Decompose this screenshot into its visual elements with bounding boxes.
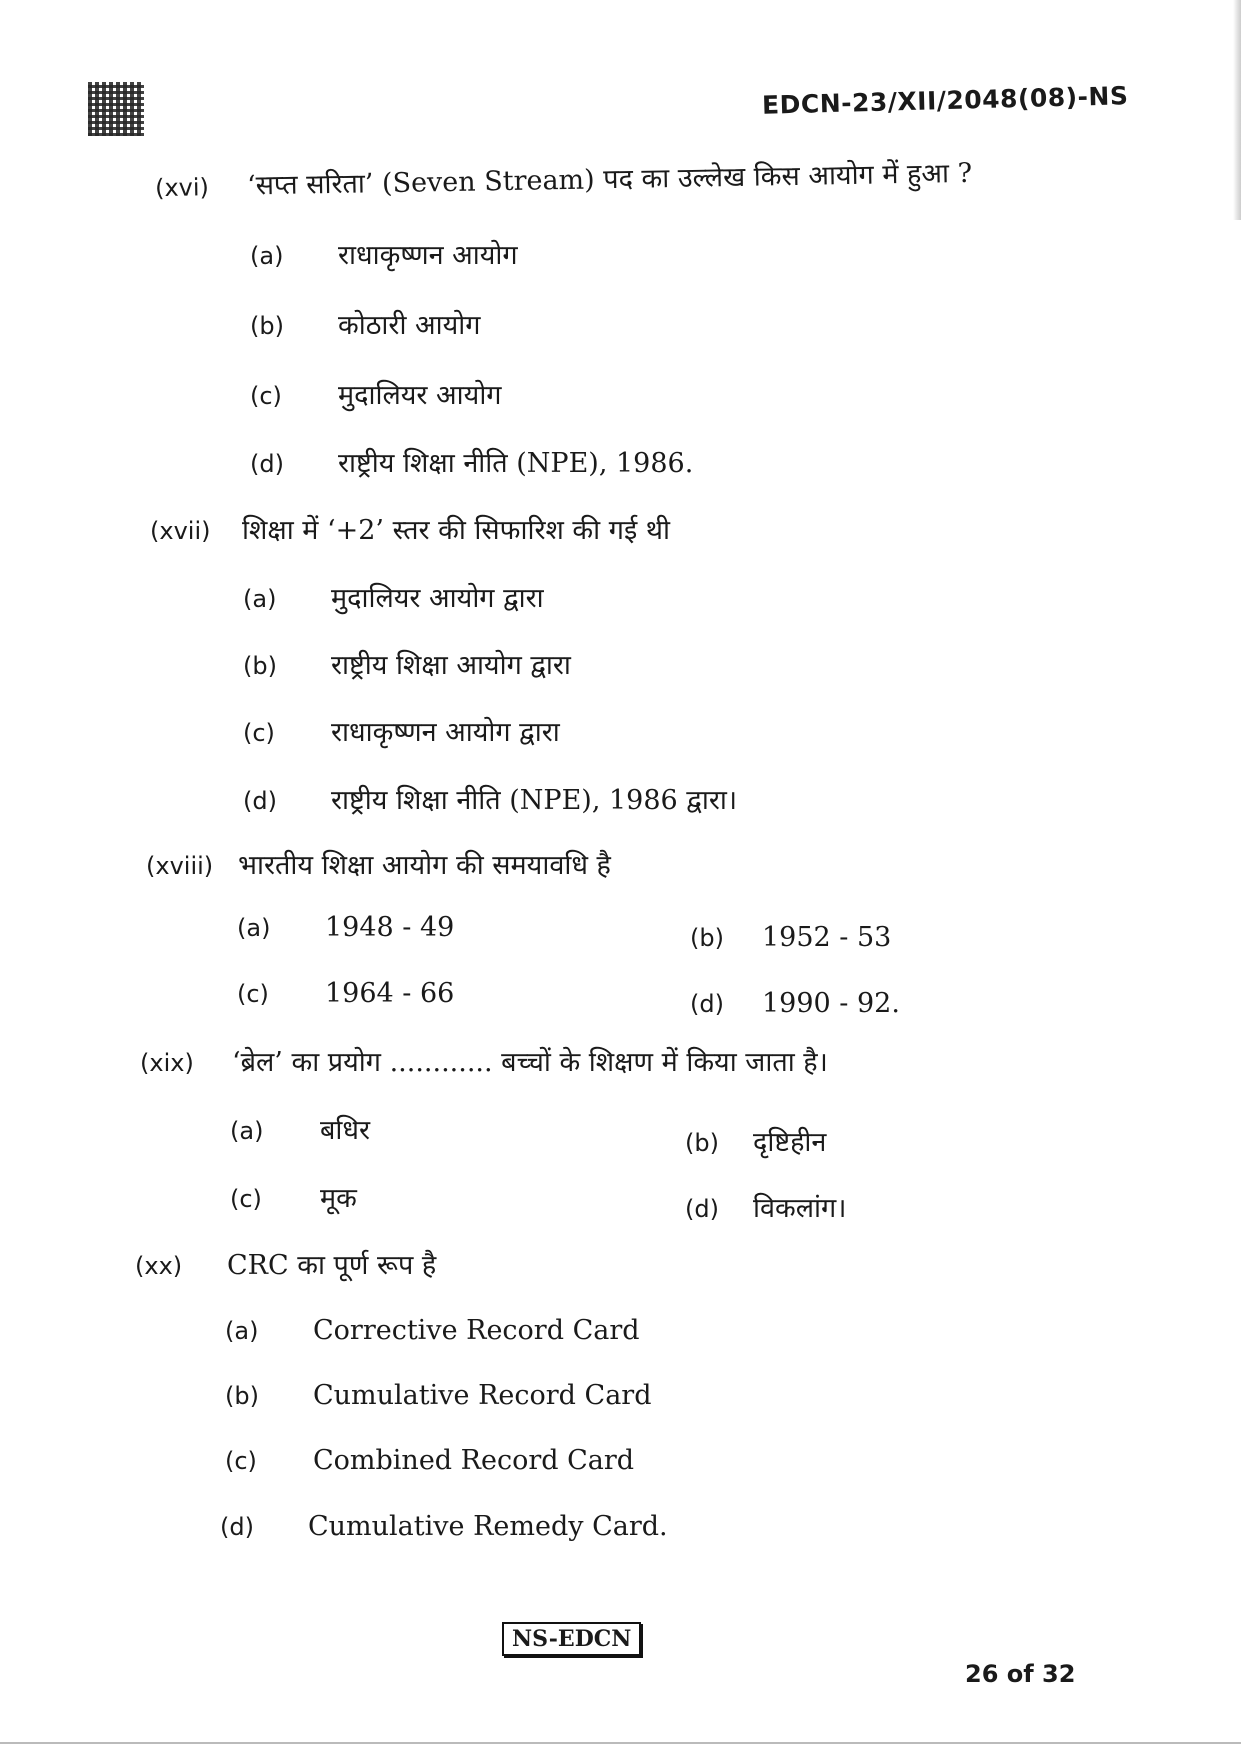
question-number: (xx) — [135, 1252, 183, 1280]
question-number: (xvii) — [150, 517, 211, 545]
option-xvi-b: (b) कोठारी आयोग — [250, 310, 481, 341]
option-xvii-a: (a) मुदालियर आयोग द्वारा — [243, 583, 544, 614]
option-xix-a: (a) बधिर — [230, 1115, 371, 1146]
option-xviii-b: (b) 1952 - 53 — [690, 922, 892, 953]
option-xviii-d: (d) 1990 - 92. — [690, 988, 900, 1019]
option-xviii-a: (a) 1948 - 49 — [237, 912, 455, 943]
question-text: ‘सप्त सरिता’ (Seven Stream) पद का उल्लेख किस आयोग में हुआ ? — [246, 157, 973, 202]
paper-code: EDCN-23/XII/2048(08)-NS — [761, 81, 1129, 120]
question-xix — [140, 1042, 828, 1079]
option-xx-b: (b) Cumulative Record Card — [225, 1380, 652, 1411]
question-xviii — [146, 845, 611, 882]
scan-edge — [1233, 0, 1241, 220]
question-number: (xix) — [140, 1049, 194, 1077]
option-xviii-c: (c) 1964 - 66 — [237, 978, 455, 1009]
question-text: CRC का पूर्ण रूप है — [227, 1250, 437, 1281]
question-xvi — [155, 153, 973, 204]
subject-code-box: NS-EDCN — [502, 1622, 641, 1656]
option-xvi-d: (d) राष्ट्रीय शिक्षा नीति (NPE), 1986. — [250, 448, 694, 479]
question-number: (xvi) — [154, 173, 210, 203]
question-number: (xviii) — [146, 852, 214, 880]
option-xx-c: (c) Combined Record Card — [225, 1445, 635, 1476]
qr-code — [88, 82, 144, 136]
question-text: ‘ब्रेल’ का प्रयोग ............ बच्चों के शिक्षण में किया जाता है। — [232, 1047, 828, 1078]
option-xix-b: (b) दृष्टिहीन — [685, 1127, 827, 1158]
option-xix-d: (d) विकलांग। — [685, 1193, 847, 1224]
question-xx — [135, 1245, 436, 1282]
question-text: शिक्षा में ‘+2’ स्तर की सिफारिश की गई थी — [242, 515, 671, 546]
option-xvii-d: (d) राष्ट्रीय शिक्षा नीति (NPE), 1986 द्वारा। — [243, 785, 738, 816]
question-text: भारतीय शिक्षा आयोग की समयावधि है — [238, 850, 611, 881]
option-xx-a: (a) Corrective Record Card — [225, 1315, 640, 1346]
option-xvii-c: (c) राधाकृष्णन आयोग द्वारा — [243, 717, 560, 748]
option-xx-d: (d) Cumulative Remedy Card. — [220, 1511, 668, 1542]
option-xix-c: (c) मूक — [230, 1183, 357, 1214]
question-xvii — [150, 510, 670, 547]
option-xvi-a: (a) राधाकृष्णन आयोग — [250, 240, 518, 271]
page-number: 26 of 32 — [965, 1660, 1076, 1688]
option-xvii-b: (b) राष्ट्रीय शिक्षा आयोग द्वारा — [243, 650, 571, 681]
bottom-rule — [0, 1742, 1241, 1744]
option-xvi-c: (c) मुदालियर आयोग — [250, 380, 502, 411]
